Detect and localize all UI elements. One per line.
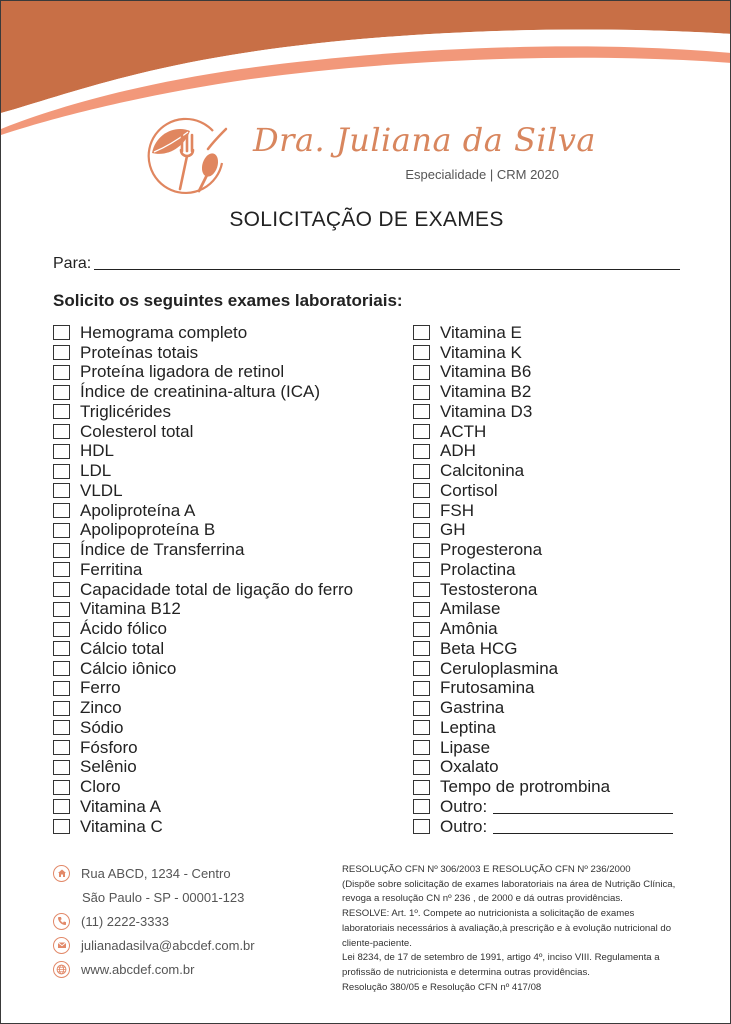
globe-icon — [53, 961, 70, 978]
exam-label: Oxalato — [440, 757, 499, 777]
exam-item — [413, 343, 683, 363]
legal-line: (Dispõe sobre solicitação de exames laboratoriais na área de Nutrição Clínica, — [342, 878, 676, 890]
contact-address — [53, 861, 323, 885]
exam-checkbox[interactable] — [413, 385, 430, 400]
exam-label: Proteínas totais — [80, 342, 199, 362]
exam-item — [53, 679, 403, 699]
exam-item — [53, 422, 403, 442]
exam-label: Cortisol — [440, 480, 498, 500]
exam-checkbox[interactable] — [53, 523, 70, 538]
exam-label: Progesterona — [440, 540, 543, 560]
exam-checkbox[interactable] — [53, 780, 70, 795]
exam-label: Colesterol total — [80, 421, 194, 441]
exam-label: Selênio — [80, 757, 137, 777]
exam-item — [53, 521, 403, 541]
exam-label: HDL — [80, 441, 115, 461]
exam-item — [413, 600, 683, 620]
exam-item — [53, 540, 403, 560]
legal-line: RESOLVE: Art. 1º. Compete ao nutricionista a solicitação de exames — [342, 908, 635, 920]
legal-line: Lei 8234, de 17 de setembro de 1991, artigo 4º, inciso VIII. Regulamenta a — [342, 952, 660, 964]
exam-label: Sódio — [80, 717, 124, 737]
exam-checkbox[interactable] — [53, 543, 70, 558]
exam-checkbox[interactable] — [53, 819, 70, 834]
contact-phone — [53, 909, 323, 933]
exam-label: Leptina — [440, 717, 496, 737]
page-title: SOLICITAÇÃO DE EXAMES — [229, 208, 504, 231]
exam-item — [53, 323, 403, 343]
legal-resolution-text — [342, 863, 692, 995]
exam-item — [53, 343, 403, 363]
exam-label: Vitamina C — [80, 816, 163, 836]
leaf-fork-spoon-logo — [144, 111, 230, 197]
exam-checkbox[interactable] — [413, 503, 430, 518]
exam-list-left — [53, 323, 403, 837]
exam-checkbox[interactable] — [53, 444, 70, 459]
contact-website — [53, 957, 323, 981]
exam-label: Vitamina B12 — [80, 599, 181, 619]
exam-item — [53, 501, 403, 521]
exam-checkbox[interactable] — [413, 720, 430, 735]
exam-checkbox[interactable] — [413, 582, 430, 597]
exam-label: Lipase — [440, 737, 491, 757]
exam-item — [53, 442, 403, 462]
exam-checkbox[interactable] — [413, 819, 430, 834]
exam-checkbox[interactable] — [53, 503, 70, 518]
exam-checkbox[interactable] — [53, 483, 70, 498]
exam-checkbox[interactable] — [53, 641, 70, 656]
exam-item — [53, 797, 403, 817]
exam-item — [413, 580, 683, 600]
exam-label: Amilase — [440, 599, 501, 619]
exam-label: Vitamina B2 — [440, 382, 532, 402]
exam-item — [53, 698, 403, 718]
phone-icon — [53, 913, 70, 930]
exam-label: ADH — [440, 441, 476, 461]
exam-label: Beta HCG — [440, 638, 518, 658]
exam-label: Frutosamina — [440, 678, 535, 698]
exam-item — [413, 659, 683, 679]
exam-label: Proteína ligadora de retinol — [80, 362, 285, 382]
exam-label: ACTH — [440, 421, 487, 441]
exam-label: Calcitonina — [440, 461, 525, 481]
exam-label: Vitamina A — [80, 796, 161, 816]
address-line-2: São Paulo - SP - 00001-123 — [82, 889, 245, 905]
recipient-label: Para: — [53, 255, 92, 272]
exam-item — [413, 738, 683, 758]
exam-label: Gastrina — [440, 698, 505, 718]
exam-checkbox[interactable] — [413, 464, 430, 479]
exam-label: Índice de creatinina-altura (ICA) — [80, 382, 321, 402]
exam-item — [413, 758, 683, 778]
exam-item — [53, 382, 403, 402]
doctor-name: Dra. Juliana da Silva — [253, 121, 596, 159]
exam-item — [413, 698, 683, 718]
legal-line: profissão de nutricionista e determina outras providências. — [342, 966, 590, 978]
exam-checkbox[interactable] — [53, 661, 70, 676]
email-icon — [53, 937, 70, 954]
exam-item — [53, 461, 403, 481]
address-line-1: Rua ABCD, 1234 - Centro — [81, 865, 231, 881]
exam-checkbox[interactable] — [413, 345, 430, 360]
exam-item — [413, 521, 683, 541]
exam-checkbox[interactable] — [53, 345, 70, 360]
exam-label: LDL — [80, 461, 112, 481]
exam-checkbox[interactable] — [53, 740, 70, 755]
exam-label: VLDL — [80, 480, 123, 500]
exam-checkbox[interactable] — [53, 325, 70, 340]
exam-label: Ferritina — [80, 559, 143, 579]
exam-label: Vitamina D3 — [440, 401, 533, 421]
exam-checkbox[interactable] — [413, 740, 430, 755]
exam-checkbox[interactable] — [53, 602, 70, 617]
exam-item — [413, 560, 683, 580]
exam-checkbox[interactable] — [53, 720, 70, 735]
exam-item — [53, 718, 403, 738]
exam-label: Cloro — [80, 777, 121, 797]
exam-checkbox[interactable] — [413, 562, 430, 577]
exam-item — [53, 659, 403, 679]
exam-item — [413, 402, 683, 422]
legal-line: cliente-paciente. — [342, 937, 412, 949]
legal-line: RESOLUÇÃO CFN Nº 306/2003 E RESOLUÇÃO CFN Nº 236/2000 — [342, 864, 631, 875]
exam-label: Ceruloplasmina — [440, 658, 559, 678]
other-exam-field-line[interactable] — [493, 819, 673, 834]
exam-checkbox[interactable] — [53, 385, 70, 400]
exam-label: Testosterona — [440, 579, 538, 599]
exam-item — [413, 540, 683, 560]
exam-checkbox[interactable] — [413, 681, 430, 696]
exam-checkbox[interactable] — [413, 523, 430, 538]
exam-checkbox[interactable] — [413, 325, 430, 340]
exam-item — [53, 738, 403, 758]
exam-label: Apolipoproteína B — [80, 520, 216, 540]
exam-checkbox[interactable] — [53, 760, 70, 775]
exam-checkbox[interactable] — [53, 622, 70, 637]
exam-item — [413, 777, 683, 797]
exam-item — [413, 422, 683, 442]
exam-item — [413, 442, 683, 462]
exam-item — [413, 481, 683, 501]
exam-label: Fósforo — [80, 737, 138, 757]
exam-checkbox[interactable] — [413, 483, 430, 498]
exam-checkbox[interactable] — [53, 582, 70, 597]
exam-item — [413, 619, 683, 639]
exam-item — [53, 758, 403, 778]
exam-checkbox[interactable] — [53, 424, 70, 439]
exam-item — [413, 718, 683, 738]
exam-checkbox[interactable] — [413, 622, 430, 637]
exam-checkbox[interactable] — [413, 365, 430, 380]
exam-checkbox[interactable] — [413, 641, 430, 656]
exam-checkbox[interactable] — [53, 365, 70, 380]
phone-number: (11) 2222-3333 — [81, 913, 169, 929]
exam-label: Prolactina — [440, 559, 516, 579]
legal-line: Resolução 380/05 e Resolução CFN nº 417/08 — [342, 981, 542, 993]
exam-label: Capacidade total de ligação do ferro — [80, 579, 354, 599]
exam-label: Tempo de protrombina — [440, 777, 611, 797]
exam-label: Outro: — [440, 816, 488, 836]
exam-checkbox[interactable] — [413, 701, 430, 716]
exam-checkbox[interactable] — [413, 760, 430, 775]
exam-label: Cálcio total — [80, 638, 165, 658]
exam-label: Triglicérides — [80, 401, 172, 421]
exam-item — [413, 817, 683, 837]
exam-label: Amônia — [440, 619, 498, 639]
exam-item — [413, 461, 683, 481]
exam-checkbox[interactable] — [413, 780, 430, 795]
exam-label: Índice de Transferrina — [80, 540, 245, 560]
exam-checkbox[interactable] — [413, 424, 430, 439]
exam-item — [413, 797, 683, 817]
exam-checkbox[interactable] — [53, 681, 70, 696]
exam-checkbox[interactable] — [413, 661, 430, 676]
exam-checkbox[interactable] — [413, 543, 430, 558]
exam-label: Apoliproteína A — [80, 500, 196, 520]
exam-label: Vitamina K — [440, 342, 522, 362]
exam-label: Vitamina B6 — [440, 362, 532, 382]
exam-item — [413, 323, 683, 343]
exam-label: Ácido fólico — [80, 619, 167, 639]
exam-item — [413, 639, 683, 659]
exam-checkbox[interactable] — [53, 701, 70, 716]
exam-item — [53, 580, 403, 600]
contact-info — [53, 861, 323, 981]
legal-line: laboratoriais necessários à avaliação,à prescrição e à evolução nutricional do — [342, 922, 672, 934]
contact-email — [53, 933, 323, 957]
exam-checkbox[interactable] — [53, 799, 70, 814]
exam-item — [53, 777, 403, 797]
exam-item — [53, 600, 403, 620]
exam-item — [53, 619, 403, 639]
exam-item — [53, 817, 403, 837]
exam-label: FSH — [440, 500, 474, 520]
exam-item — [53, 481, 403, 501]
email-address[interactable]: julianadasilva@abcdef.com.br — [81, 937, 255, 953]
exam-checkbox[interactable] — [53, 404, 70, 419]
recipient-field-line[interactable] — [94, 269, 680, 270]
exam-list-right — [413, 323, 683, 837]
exam-checkbox[interactable] — [413, 444, 430, 459]
exam-label: Outro: — [440, 796, 488, 816]
exam-checkbox[interactable] — [413, 799, 430, 814]
exam-checkbox[interactable] — [413, 404, 430, 419]
exam-label: Cálcio iônico — [80, 658, 177, 678]
request-intro: Solicito os seguintes exames laboratoriais: — [53, 291, 403, 310]
exam-checkbox[interactable] — [413, 602, 430, 617]
exam-label: Hemograma completo — [80, 322, 248, 342]
legal-line: revoga a resolução CN nº 236 , de 2000 e dá outras providências. — [342, 893, 623, 905]
home-icon — [53, 865, 70, 882]
specialty-crm: Especialidade | CRM 2020 — [405, 167, 559, 182]
exam-item — [413, 501, 683, 521]
website-url[interactable]: www.abcdef.com.br — [81, 961, 195, 977]
other-exam-field-line[interactable] — [493, 799, 673, 814]
exam-item — [413, 363, 683, 383]
exam-label: Ferro — [80, 678, 121, 698]
exam-item — [53, 560, 403, 580]
exam-item — [413, 382, 683, 402]
exam-checkbox[interactable] — [53, 464, 70, 479]
exam-item — [53, 402, 403, 422]
exam-label: Vitamina E — [440, 322, 522, 342]
exam-label: Zinco — [80, 698, 122, 718]
exam-item — [53, 639, 403, 659]
exam-label: GH — [440, 520, 466, 540]
exam-item — [413, 679, 683, 699]
contact-address-2 — [53, 885, 323, 909]
exam-checkbox[interactable] — [53, 562, 70, 577]
exam-item — [53, 363, 403, 383]
